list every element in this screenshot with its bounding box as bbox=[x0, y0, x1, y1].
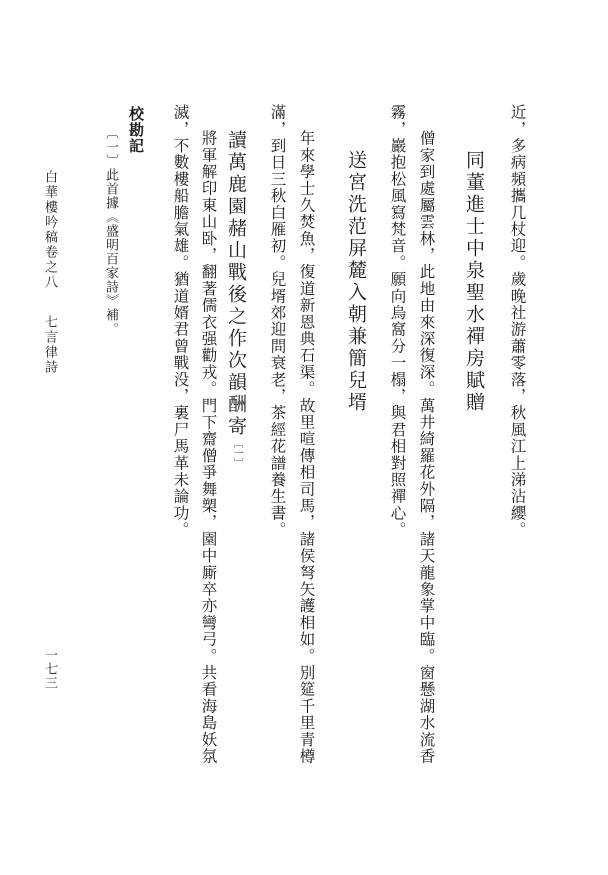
poem-3-line-1: 將軍解印東山卧，翻著儒衣强勸戎。門下齋僧爭舞槊，園中廝卒亦彎弓。共看海島妖氛 bbox=[199, 130, 218, 765]
poem-2-line-1: 年來學士久焚魚，復道新恩典石渠。故里喧傳相司馬，諸侯弩矢護相如。別筵千里青樽 bbox=[297, 130, 316, 765]
poem-2-line-2: 滿，到日三秋白雁初。兒壻郊迎問衰老，茶經花譜養生書。 bbox=[268, 104, 287, 539]
page-number: 一七三 bbox=[42, 648, 57, 690]
collation-note-1: 〔一〕此首據《盛明百家詩》補。 bbox=[103, 126, 118, 336]
poem-3-line-2: 滅，不數樓船膽氣雄。猶道婿君曾戰没，裏尸馬革未論功。 bbox=[171, 104, 190, 539]
poem-3-title bbox=[226, 130, 245, 468]
poem-1-title: 同董進士中泉聖水禪房賦贈 bbox=[463, 150, 485, 414]
poem-3-note-ref: 〔一〕 bbox=[231, 438, 242, 468]
poem-end-line-1: 近，多病頻攜几杖迎。歲晚社游蕭零落，秋風江上涕沾纓。 bbox=[508, 104, 527, 539]
poem-2-title: 送宮洗范屏麓入朝兼簡兒壻 bbox=[345, 150, 367, 414]
poem-3-title-text: 讀萬鹿園赭山戰後之作次韻酬寄 bbox=[225, 130, 247, 438]
footer-book-title: 白華樓吟稿卷之八 bbox=[42, 170, 57, 290]
collation-heading: 校勘記 bbox=[127, 106, 145, 154]
poem-1-line-2: 霧，巖抱松風寫梵音。願向烏窩分一榻，與君相對照禪心。 bbox=[388, 104, 407, 539]
footer-section: 七言律詩 bbox=[42, 315, 57, 375]
poem-1-line-1: 僧家到處屬雲林，此地由來深復深。萬井綺羅花外隔，諸天龍象掌中臨。窗懸湖水流香 bbox=[417, 130, 436, 765]
